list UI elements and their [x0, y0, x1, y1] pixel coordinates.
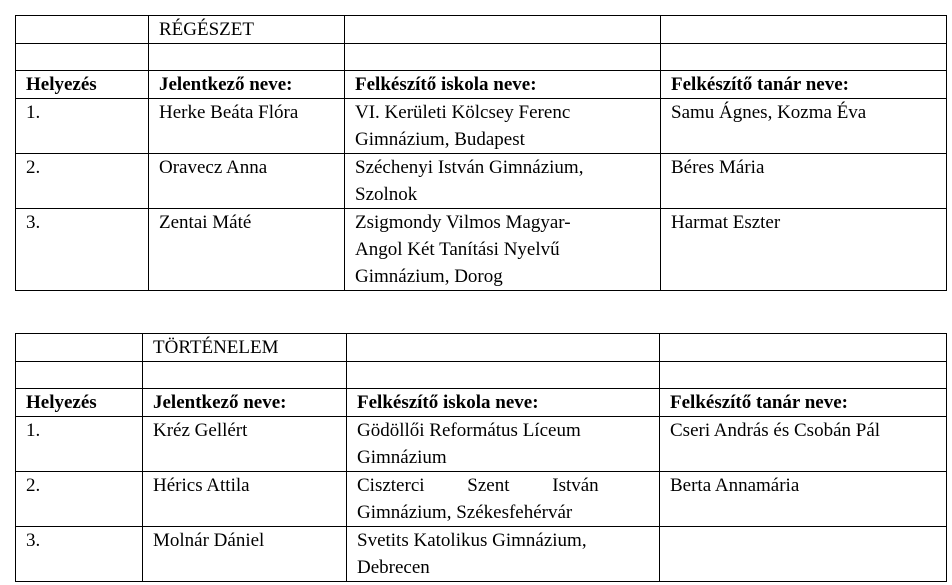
school-line: Angol Két Tanítási Nyelvű [355, 239, 560, 260]
rank-cell: 1. [16, 99, 149, 154]
school-line: Gimnázium, Székesfehérvár [357, 502, 573, 523]
empty-cell [16, 334, 143, 362]
teacher-cell: Cseri András és Csobán Pál [660, 417, 947, 472]
table-row [16, 527, 947, 582]
name-cell: Kréz Gellért [143, 417, 347, 472]
school-line: Gimnázium [357, 447, 447, 468]
header-school: Felkészítő iskola neve: [347, 389, 660, 417]
empty-cell [661, 16, 947, 44]
school-cell [345, 99, 661, 154]
rank-cell: 1. [16, 417, 143, 472]
school-line: Zsigmondy Vilmos Magyar- [355, 212, 571, 233]
table-row [16, 417, 947, 472]
title-row [16, 16, 947, 44]
table-row [16, 154, 947, 209]
empty-cell [16, 16, 149, 44]
name-cell [149, 209, 345, 291]
school-line: Gimnázium, Dorog [355, 266, 503, 287]
applicant-name: Herke Beáta Flóra [159, 102, 299, 123]
applicant-name: Zentai Máté [159, 212, 252, 233]
teacher-name: Béres Mária [671, 157, 765, 178]
spacer-row [16, 44, 947, 71]
header-school: Felkészítő iskola neve: [345, 71, 661, 99]
school-line: Svetits Katolikus Gimnázium, [357, 530, 587, 551]
school-line: Széchenyi István Gimnázium, [355, 157, 584, 178]
table-row [16, 209, 947, 291]
name-cell: Molnár Dániel [143, 527, 347, 582]
teacher-cell: Berta Annamária [660, 472, 947, 527]
school-line: Debrecen [357, 557, 430, 578]
title-row [16, 334, 947, 362]
school-line-justified [357, 417, 659, 444]
rank-cell: 2. [16, 154, 149, 209]
school-line: Gimnázium, Budapest [355, 129, 525, 150]
results-table-regeszet [15, 15, 947, 291]
empty-cell [660, 334, 947, 362]
table-title: RÉGÉSZET [149, 16, 345, 44]
name-cell [149, 154, 345, 209]
header-name: Jelentkező neve: [143, 389, 347, 417]
name-cell [149, 99, 345, 154]
empty-cell [347, 334, 660, 362]
empty-cell [149, 44, 345, 71]
results-table-tortenelem [15, 333, 947, 582]
empty-cell [660, 362, 947, 389]
empty-cell [347, 362, 660, 389]
teacher-cell [661, 99, 947, 154]
school-cell [347, 417, 660, 472]
header-name: Jelentkező neve: [149, 71, 345, 99]
header-row [16, 71, 947, 99]
teacher-name: Samu Ágnes, Kozma Éva [671, 102, 867, 123]
empty-cell [16, 362, 143, 389]
header-teacher: Felkészítő tanár neve: [661, 71, 947, 99]
empty-cell [345, 16, 661, 44]
spacer-row [16, 362, 947, 389]
header-teacher: Felkészítő tanár neve: [660, 389, 947, 417]
school-line: Szolnok [355, 184, 418, 205]
teacher-name: Harmat Eszter [671, 212, 781, 233]
empty-cell [345, 44, 661, 71]
teacher-cell [661, 209, 947, 291]
school-cell [345, 154, 661, 209]
school-cell [347, 472, 660, 527]
header-rank: Helyezés [16, 389, 143, 417]
rank-cell: 3. [16, 527, 143, 582]
school-cell [347, 527, 660, 582]
school-word: Gödöllői Református Líceum [357, 420, 581, 441]
applicant-name: Oravecz Anna [159, 157, 268, 178]
school-line: VI. Kerületi Kölcsey Ferenc [355, 102, 571, 123]
teacher-cell [660, 527, 947, 582]
header-rank: Helyezés [16, 71, 149, 99]
school-line: Ciszterci Szent István [357, 475, 599, 496]
rank-cell: 2. [16, 472, 143, 527]
empty-cell [16, 44, 149, 71]
teacher-cell [661, 154, 947, 209]
rank-cell: 3. [16, 209, 149, 291]
name-cell: Hérics Attila [143, 472, 347, 527]
table-row [16, 99, 947, 154]
empty-cell [661, 44, 947, 71]
empty-cell [143, 362, 347, 389]
header-row [16, 389, 947, 417]
table-title: TÖRTÉNELEM [143, 334, 347, 362]
school-cell [345, 209, 661, 291]
table-row [16, 472, 947, 527]
